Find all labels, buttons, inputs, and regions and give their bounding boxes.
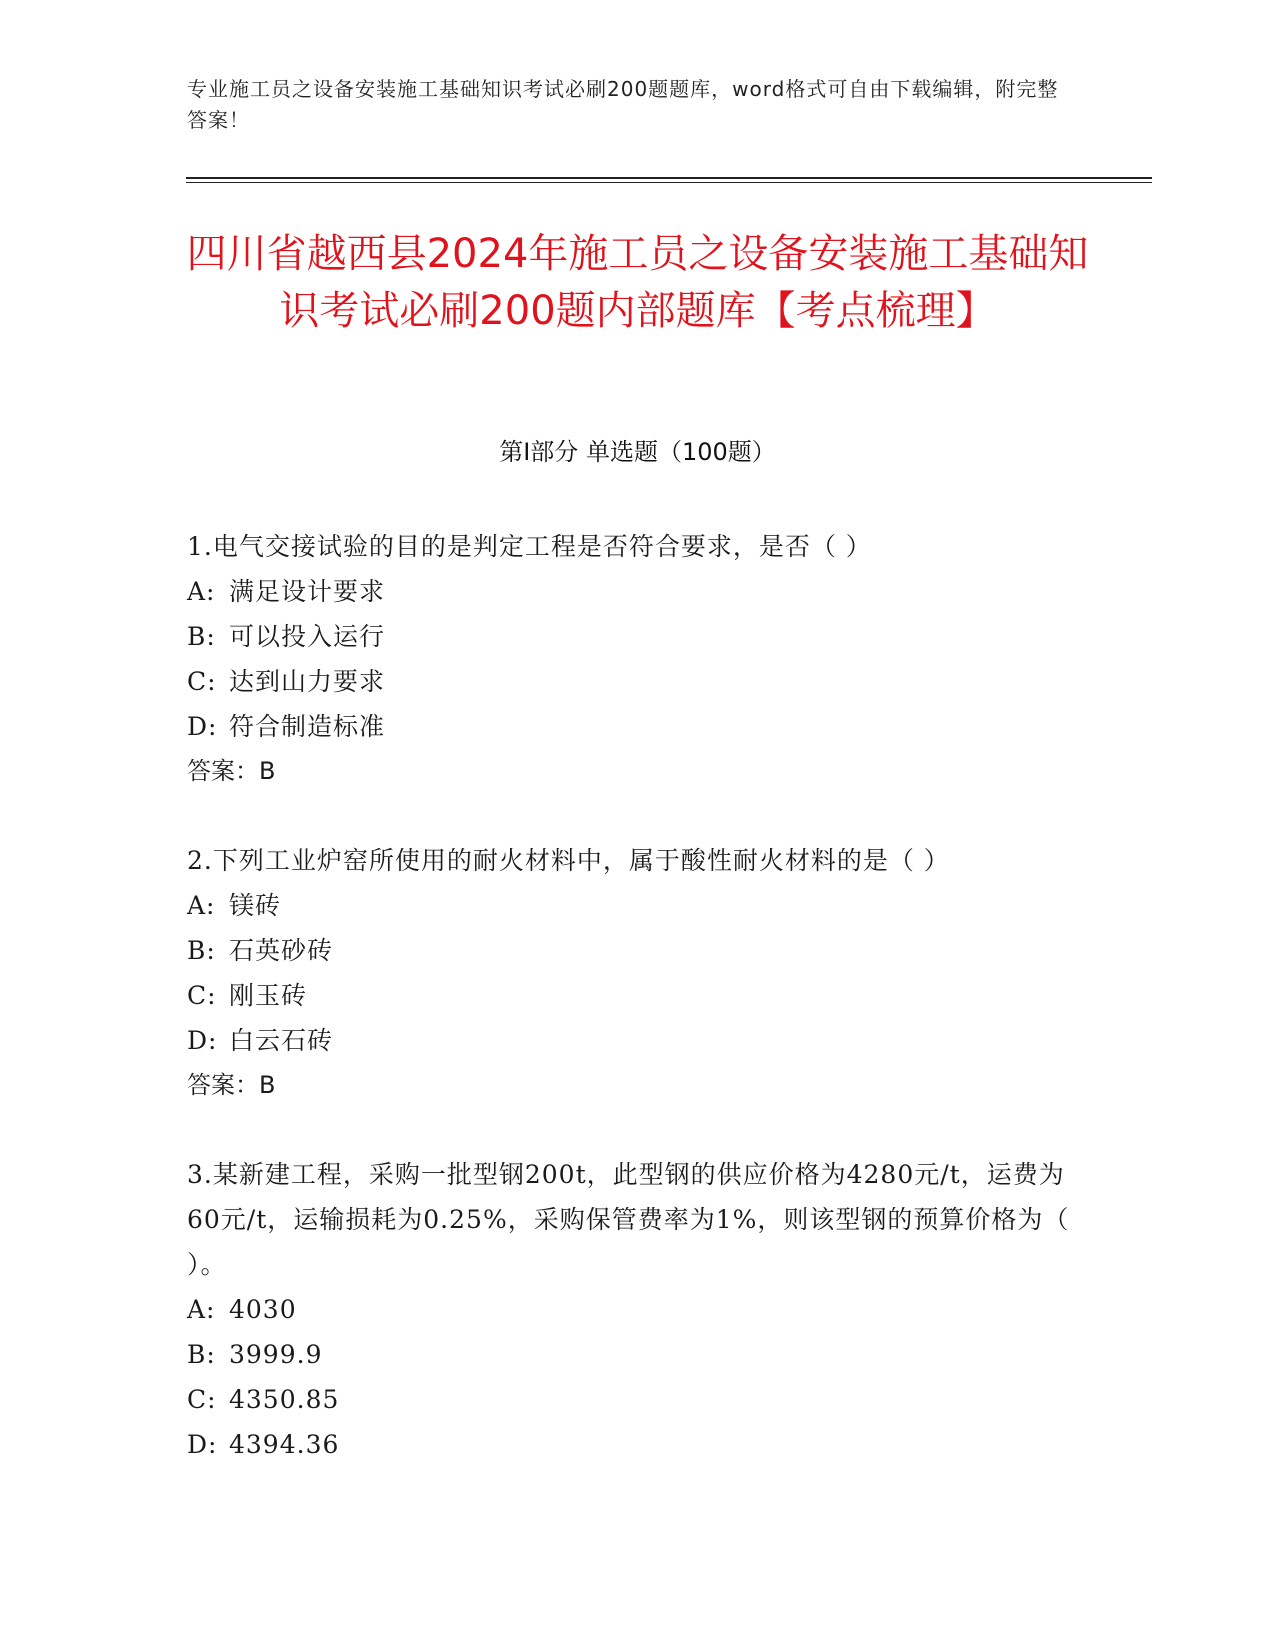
option-c: [187, 973, 1087, 1018]
option-d: [187, 704, 1087, 749]
option-text: 4394.36: [229, 1430, 340, 1459]
option-a: [187, 883, 1087, 928]
answer-label: 答案：: [187, 757, 259, 785]
question-stem: 3.某新建工程，采购一批型钢200t，此型钢的供应价格为4280元/t，运费为60元/t，运输损耗为0.25%，采购保管费率为1%，则该型钢的预算价格为（ ）。: [187, 1160, 1070, 1279]
answer-line: [187, 1063, 1087, 1108]
header-divider: [186, 177, 1152, 179]
option-c: [187, 659, 1087, 704]
question-3: [187, 1152, 1087, 1467]
option-key: C:: [187, 1385, 217, 1414]
option-c: [187, 1377, 1087, 1422]
answer-value: B: [259, 1071, 276, 1099]
option-text: 3999.9: [229, 1340, 323, 1369]
option-b: [187, 1332, 1087, 1377]
document-title: 四川省越西县2024年施工员之设备安装施工基础知识考试必刷200题内部题库【考点梳理】: [186, 231, 1089, 334]
option-d: [187, 1422, 1087, 1467]
header-divider-thin: [186, 182, 1152, 183]
answer-label: 答案：: [187, 1071, 259, 1099]
option-text: 镁砖: [229, 891, 282, 920]
option-b: [187, 928, 1087, 973]
option-text: 白云石砖: [229, 1026, 334, 1055]
option-b: [187, 614, 1087, 659]
option-a: [187, 1287, 1087, 1332]
question-list: [187, 524, 1087, 1511]
question-1: [187, 524, 1087, 794]
answer-line: [187, 749, 1087, 794]
option-key: D:: [187, 1026, 218, 1055]
option-d: [187, 1018, 1087, 1063]
option-text: 石英砂砖: [229, 936, 334, 965]
option-key: C:: [187, 667, 217, 696]
question-stem: 2.下列工业炉窑所使用的耐火材料中，属于酸性耐火材料的是（ ）: [187, 846, 950, 875]
option-text: 达到山力要求: [229, 667, 386, 696]
option-text: 可以投入运行: [229, 622, 386, 651]
option-key: D:: [187, 1430, 218, 1459]
option-key: D:: [187, 712, 218, 741]
option-text: 符合制造标准: [229, 712, 386, 741]
answer-value: B: [259, 757, 276, 785]
option-key: A:: [187, 577, 216, 606]
option-text: 刚玉砖: [229, 981, 308, 1010]
option-key: A:: [187, 1295, 216, 1324]
option-key: B:: [187, 936, 216, 965]
option-text: 4030: [229, 1295, 297, 1324]
header-note: 专业施工员之设备安装施工基础知识考试必刷200题题库，word格式可自由下载编辑，附完整答案！: [187, 77, 1059, 132]
question-2: [187, 838, 1087, 1108]
option-key: C:: [187, 981, 217, 1010]
option-a: [187, 569, 1087, 614]
option-text: 4350.85: [229, 1385, 340, 1414]
option-text: 满足设计要求: [229, 577, 386, 606]
option-key: B:: [187, 622, 216, 651]
option-key: B:: [187, 1340, 216, 1369]
section-heading: 第I部分 单选题（100题）: [499, 438, 776, 466]
question-stem: 1.电气交接试验的目的是判定工程是否符合要求，是否（ ）: [187, 532, 872, 561]
option-key: A:: [187, 891, 216, 920]
